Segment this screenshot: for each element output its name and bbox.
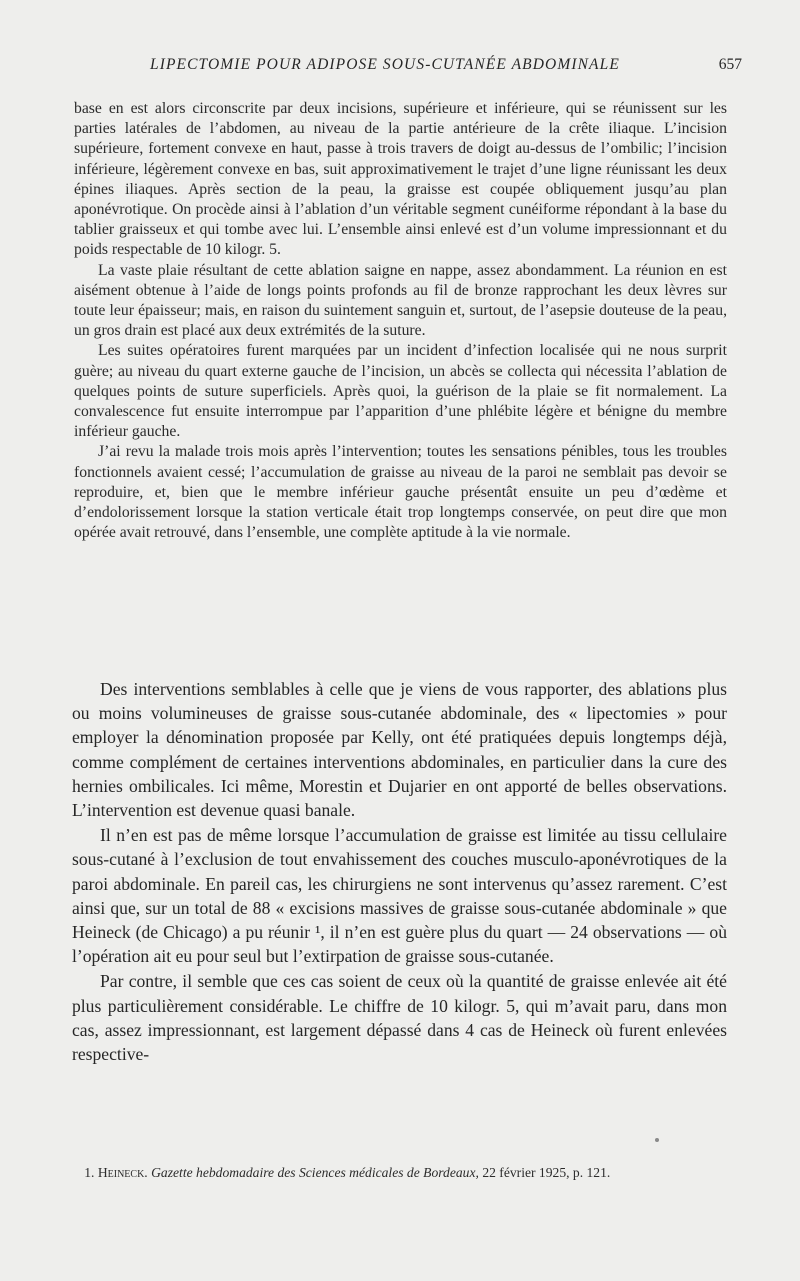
ink-speck (655, 1138, 659, 1142)
footnote (74, 1163, 726, 1182)
footnote-details: 22 février 1925, p. 121. (482, 1165, 611, 1180)
running-title: LIPECTOMIE POUR ADIPOSE SOUS-CUTANÉE ABDOMINALE (150, 56, 620, 73)
case-report-section (74, 99, 727, 543)
footnote-author: Heineck. (97, 1165, 148, 1180)
page-number: 657 (718, 56, 742, 73)
paragraph: base en est alors circonscrite par deux incisions, supérieure et inférieure, qui se réunissent sur les parties latérales de l’abdomen, au niveau de la partie antérieure de la crête iliaque. L’incision supérieure, fortement convexe en haut, passe à trois travers de doigt au-dessus de l’ombilic; l’incision inférieure, légèrement convexe en bas, suit approximativement le trajet d’une ligne réunissant les deux épines iliaques. Après section de la peau, la graisse est coupée obliquement jusqu’au plan aponévrotique. On procède ainsi à l’ablation d’un véritable segment cunéiforme répondant à la base du tablier graisseux et qui tombe avec lui. L’ensemble ainsi enlevé est d’un volume impressionnant et du poids respectable de 10 kilogr. 5. (74, 100, 727, 259)
paragraph: J’ai revu la malade trois mois après l’intervention; toutes les sensations pénibles, tous les troubles fonctionnels avaient cessé; l’accumulation de graisse au niveau de la paroi ne semblait pas devoir se reproduire, et, bien que le membre inférieur gauche présentât ensuite un peu d’œdème et d’endolorissement lorsque la station verticale était trop longtemps conservée, on peut dire que mon opérée avait retrouvé, dans l’ensemble, une complète aptitude à la vie normale. (74, 443, 727, 542)
paragraph: Par contre, il semble que ces cas soient de ceux où la quantité de graisse enlevée ait été plus particulièrement considérable. Le chiffre de 10 kilogr. 5, qui m’avait paru, dans mon cas, assez impressionnant, est largement dépassé dans 4 cas de Heineck où furent enlevées respective- (72, 971, 727, 1065)
paragraph: Il n’en est pas de même lorsque l’accumulation de graisse est limitée au tissu cellulaire sous-cutané à l’exclusion de tout envahissement des couches musculo-aponévrotiques de la paroi abdominale. En pareil cas, les chirurgiens ne sont intervenus qu’assez rarement. C’est ainsi que, sur un total de 88 « excisions massives de graisse sous-cutanée abdominale » que Heineck (de Chicago) a pu réunir ¹, il n’en est guère plus du quart — 24 observations — où l’opération ait eu pour seul but l’extirpation de graisse sous-cutanée. (72, 825, 727, 967)
footnote-number: 1. (84, 1165, 95, 1180)
running-head (60, 56, 740, 78)
paragraph: La vaste plaie résultant de cette ablation saigne en nappe, assez abondamment. La réunion en est aisément obtenue à l’aide de longs points profonds au fil de bronze rapprochant les deux lèvres sur toute leur épaisseur; mais, en raison du suintement sanguin et, surtout, de l’asepsie douteuse de la peau, un gros drain est placé aux deux extrémités de la suture. (74, 261, 727, 340)
paragraph: Des interventions semblables à celle que je viens de vous rapporter, des ablations plus ou moins volumineuses de graisse sous-cutanée abdominale, des « lipectomies » pour employer la dénomination proposée par Kelly, ont été pratiquées depuis longtemps déjà, comme complément de certaines interventions abdominales, en particulier dans la cure des hernies ombilicales. Ici même, Morestin et Dujarier en ont apporté de belles observations. L’intervention est devenue quasi banale. (72, 679, 727, 821)
footnote-journal: Gazette hebdomadaire des Sciences médicales de Bordeaux, (151, 1165, 479, 1180)
paragraph: Les suites opératoires furent marquées par un incident d’infection localisée qui ne nous surprit guère; au niveau du quart externe gauche de l’incision, un abcès se collecta qui nécessita l’ablation de quelques points de suture superficiels. Après quoi, la guérison de la plaie se fit normalement. La convalescence fut ensuite interrompue par l’apparition d’une phlébite légère et bénigne du membre inférieur gauche. (74, 342, 727, 441)
discussion-section (72, 677, 727, 1067)
